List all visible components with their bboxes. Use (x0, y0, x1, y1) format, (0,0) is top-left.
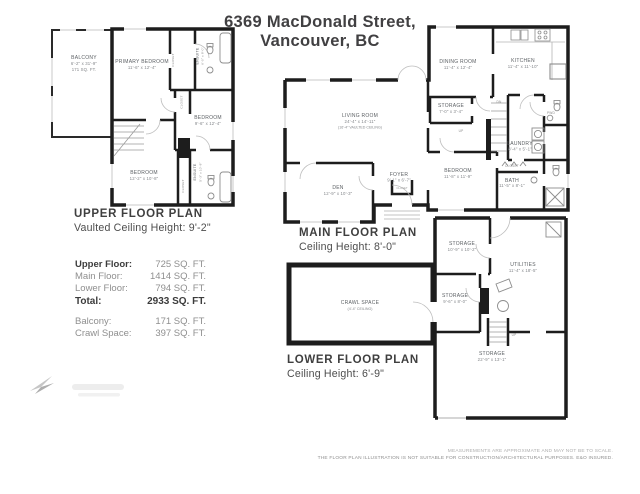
room-dims-storage-bottom: 22'-9" x 13'-1" (477, 357, 507, 362)
title-line2: Vancouver, BC (260, 32, 380, 50)
area-label: Lower Floor: (75, 283, 128, 294)
door-arcs (413, 218, 510, 322)
room-label-pwd: PWD (546, 111, 556, 115)
area-row-upper (75, 259, 206, 271)
room-area-balcony: 171 SQ. FT. (71, 67, 97, 72)
lower-stairs-icon (489, 322, 507, 342)
room-note-crawl: (4'-4" CEILING) (347, 307, 373, 311)
area-label: Total: (75, 296, 102, 307)
lower-plan-caption (287, 354, 419, 380)
disclaimer-line1: MEASUREMENTS ARE APPROXIMATE AND MAY NOT BE TO SCALE. (447, 449, 613, 454)
chimney-block (178, 138, 190, 158)
furnace-icon (496, 279, 512, 292)
area-row-lower (75, 283, 206, 295)
room-dims-laundry: 8'-4" x 5'-1" (508, 146, 532, 152)
sink-icon (208, 193, 214, 199)
room-dims-den: 12'-9" x 10'-3" (323, 191, 353, 196)
main-stairs-icon (491, 103, 507, 151)
room-label-storage-top: STORAGE (448, 241, 476, 247)
stair-dn-label: DN (496, 100, 502, 104)
balcony-windows (52, 30, 104, 122)
main-plan-heading: MAIN FLOOR PLAN (299, 227, 417, 239)
room-label-bedroom: BEDROOM (444, 168, 472, 174)
upper-room-labels (71, 47, 222, 193)
room-dims-bedroom: 11'-8" x 11'-9" (443, 174, 473, 179)
area-row-total (75, 295, 206, 308)
lower-floor-plan (280, 214, 572, 429)
area-extra-block (75, 316, 206, 340)
brand-watermark (70, 383, 132, 399)
upper-plan-ceiling: Vaulted Ceiling Height: 9'-2" (74, 222, 211, 234)
room-label-crawl: CRAWL SPACE (340, 300, 380, 306)
closet-label: CLOSET (505, 164, 519, 168)
area-label: Balcony: (75, 316, 112, 327)
sink-icon (531, 177, 537, 183)
kitchen-sink-icon (511, 30, 520, 40)
lower-plan-ceiling: Ceiling Height: 6'-9" (287, 368, 385, 380)
room-dims-storage-top: 10'-9" x 10'-2" (447, 247, 477, 252)
area-label: Upper Floor: (75, 259, 132, 270)
laundry-fixtures (532, 128, 544, 153)
lower-plan-heading: LOWER FLOOR PLAN (287, 354, 419, 366)
area-label: Crawl Space: (75, 328, 132, 339)
room-dims-kitchen: 11'-4" x 11'-10" (507, 64, 539, 69)
area-value: 1414 SQ. FT. (150, 271, 206, 282)
water-tank-icon (498, 301, 509, 312)
room-dims-utilities: 11'-4" x 18'-5" (508, 268, 538, 273)
closet-label: CLOSET (179, 95, 184, 109)
room-dims-balcony: 6'-2" x 31'-9" (70, 61, 98, 66)
area-row-main (75, 271, 206, 283)
area-summary (75, 259, 206, 340)
area-value: 2933 SQ. FT. (147, 296, 206, 307)
upper-plan-caption (74, 208, 211, 234)
room-label-balcony: BALCONY (71, 55, 97, 61)
room-label-dining: DINING ROOM (439, 59, 477, 65)
ensuite-bottom-fixtures (208, 172, 231, 202)
area-row-balcony (75, 316, 206, 328)
area-value: 725 SQ. FT. (155, 259, 206, 270)
title-line1: 6369 MacDonald Street, (224, 13, 416, 31)
room-label-bedroom-right: BEDROOM (194, 115, 222, 121)
room-label-kitchen: KITCHEN (511, 58, 535, 64)
washer-icon (532, 128, 544, 140)
balcony-walls (52, 30, 112, 137)
room-label-foyer: FOYER (389, 172, 409, 178)
room-dims-primary-bedroom: 11'-6" x 12'-4" (127, 65, 157, 70)
room-label-primary-bedroom: PRIMARY BEDROOM (115, 59, 169, 65)
tub-icon (220, 172, 231, 202)
area-value: 794 SQ. FT. (155, 283, 206, 294)
room-dims-ensuite-bottom: 5'-3" x 10'-8" (198, 162, 203, 182)
upper-plan-heading: UPPER FLOOR PLAN (74, 208, 203, 220)
room-dims-bedroom-bottom: 12'-2" x 10'-8" (129, 176, 159, 181)
room-dims-storage: 7'-0" x 3'-4" (439, 109, 463, 114)
area-value: 171 SQ. FT. (155, 316, 206, 327)
room-label-living: LIVING ROOM (341, 113, 379, 119)
closet-label: CLOSET (181, 179, 185, 193)
upper-floor-plan (28, 24, 238, 214)
room-dims-dining: 11'-4" x 12'-4" (443, 65, 473, 70)
kitchen-fixtures (496, 29, 566, 80)
room-label-bath: BATH (505, 178, 519, 184)
room-label-utilities: UTILITIES (510, 262, 536, 268)
room-dims-foyer: 9'-1" x 6'-7" (387, 177, 411, 183)
room-label-ensuite-bottom: ENSUITE (193, 163, 197, 181)
sink-icon (547, 115, 553, 121)
stair-wall-block (486, 119, 491, 160)
room-label-bedroom-bottom: BEDROOM (130, 170, 158, 176)
room-label-storage-mid: STORAGE (441, 293, 469, 299)
dryer-icon (532, 141, 544, 153)
closet-label: CLOSET (171, 53, 175, 67)
room-dims-bath: 11'-5" x 8'-1" (499, 183, 525, 188)
main-floor-plan (280, 24, 572, 229)
stair-up-label: UP (458, 129, 464, 133)
main-plan-ceiling: Ceiling Height: 8'-0" (299, 241, 397, 253)
disclaimer (193, 448, 613, 462)
sink-icon (207, 67, 213, 73)
fridge-icon (550, 64, 566, 79)
room-dims-living: 24'-4" x 14'-11" (344, 119, 376, 124)
compass-north-arrow-icon (28, 371, 56, 397)
tub-icon (220, 33, 231, 63)
disclaimer-line2: THE FLOOR PLAN ILLUSTRATION IS NOT SUITABLE FOR CONSTRUCTION/ARCHITECTURAL PURPOSES. E&O INSURED. (317, 456, 613, 461)
room-note-living: (16'-4" VAULTED CEILING) (338, 125, 382, 130)
room-dims-storage-mid: 9'-6" x 8'-0" (443, 299, 467, 304)
room-dims-ensuite-top: 6'-0" x 8'-0" (200, 47, 205, 65)
room-dims-bedroom-right: 9'-6" x 12'-4" (194, 121, 222, 126)
ensuite-top-fixtures (207, 33, 231, 73)
room-label-laundry: LAUNDRY (507, 141, 533, 147)
area-row-crawl-space (75, 328, 206, 340)
room-label-ensuite-top: ENSUITE (195, 47, 200, 65)
stove-icon (535, 29, 550, 41)
room-label-storage: STORAGE (437, 103, 465, 109)
room-label-den: DEN (332, 185, 344, 191)
closet-label: CLOSET (396, 186, 408, 190)
area-label: Main Floor: (75, 271, 123, 282)
area-value: 397 SQ. FT. (155, 328, 206, 339)
stair-up-label: UP (511, 333, 517, 337)
chimney-block (480, 288, 489, 314)
stairs-icon (114, 124, 144, 156)
room-label-storage-bottom: STORAGE (478, 351, 506, 357)
